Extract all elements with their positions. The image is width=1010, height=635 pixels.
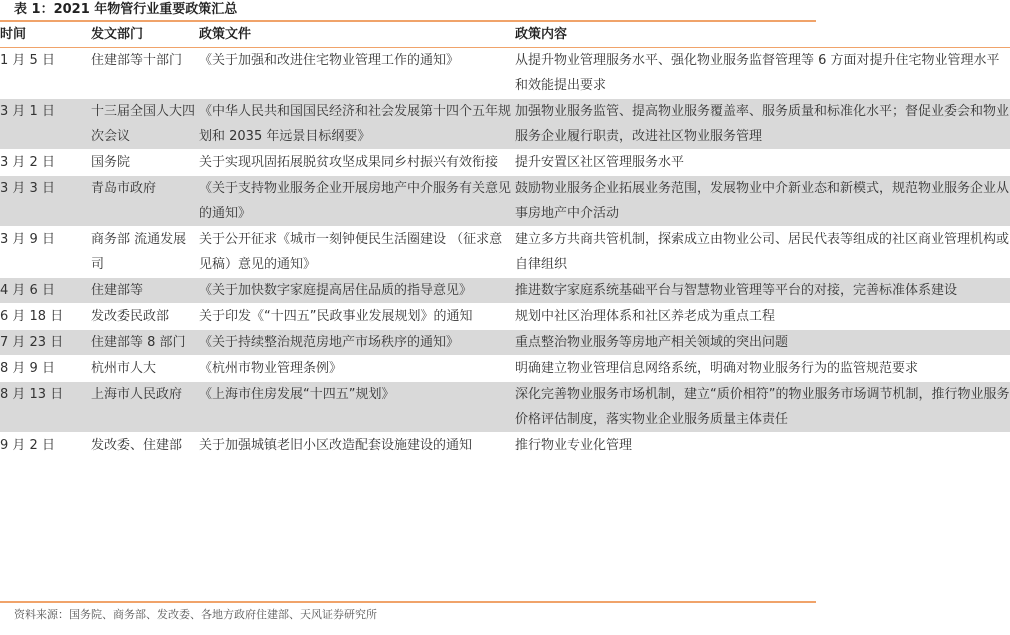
cell-dept: 上海市人民政府: [91, 382, 199, 433]
cell-date: 7 月 23 日: [0, 330, 91, 356]
table-row: [0, 356, 1010, 382]
cell-date: 3 月 2 日: [0, 150, 91, 176]
table-row: [0, 382, 1010, 433]
column-header-doc: 政策文件: [199, 22, 515, 48]
cell-doc: 《杭州市物业管理条例》: [199, 356, 515, 382]
cell-content: 明确建立物业管理信息网络系统，明确对物业服务行为的监管规范要求: [515, 356, 1010, 382]
table-row: [0, 48, 1010, 99]
cell-date: 6 月 18 日: [0, 304, 91, 330]
cell-dept: 十三届全国人大四次会议: [91, 99, 199, 150]
cell-date: 8 月 13 日: [0, 382, 91, 433]
cell-doc: 关于公开征求《城市一刻钟便民生活圈建设 （征求意见稿）意见的通知》: [199, 227, 515, 278]
cell-content: 从提升物业管理服务水平、强化物业服务监督管理等 6 方面对提升住宅物业管理水平和效能提出要求: [515, 48, 1010, 99]
table-row: [0, 304, 1010, 330]
cell-content: 推行物业专业化管理: [515, 433, 1010, 459]
cell-dept: 住建部等 8 部门: [91, 330, 199, 356]
table-body: [0, 48, 1010, 459]
cell-dept: 发改委、住建部: [91, 433, 199, 459]
cell-dept: 国务院: [91, 150, 199, 176]
cell-doc: 关于印发《“十四五”民政事业发展规划》的通知: [199, 304, 515, 330]
table-row: [0, 176, 1010, 227]
table-row: [0, 150, 1010, 176]
cell-doc: 《中华人民共和国国民经济和社会发展第十四个五年规划和 2035 年远景目标纲要》: [199, 99, 515, 150]
cell-content: 深化完善物业服务市场机制，建立“质价相符”的物业服务市场调节机制，推行物业服务价格评估制度，落实物业企业服务质量主体责任: [515, 382, 1010, 433]
table-bottom-divider: [0, 601, 816, 603]
column-header-dept: 发文部门: [91, 22, 199, 48]
cell-date: 3 月 3 日: [0, 176, 91, 227]
cell-content: 规划中社区治理体系和社区养老成为重点工程: [515, 304, 1010, 330]
cell-content: 建立多方共商共管机制，探索成立由物业公司、居民代表等组成的社区商业管理机构或自律组织: [515, 227, 1010, 278]
table-row: [0, 330, 1010, 356]
cell-dept: 发改委民政部: [91, 304, 199, 330]
cell-content: 提升安置区社区管理服务水平: [515, 150, 1010, 176]
cell-doc: 《关于加强和改进住宅物业管理工作的通知》: [199, 48, 515, 99]
cell-date: 4 月 6 日: [0, 278, 91, 304]
cell-doc: 《关于支持物业服务企业开展房地产中介服务有关意见的通知》: [199, 176, 515, 227]
cell-content: 推进数字家庭系统基础平台与智慧物业管理等平台的对接，完善标准体系建设: [515, 278, 1010, 304]
source-note: 资料来源：国务院、商务部、发改委、各地方政府住建部、天风证券研究所: [14, 608, 377, 621]
table-row: [0, 433, 1010, 459]
cell-dept: 住建部等十部门: [91, 48, 199, 99]
table-row: [0, 278, 1010, 304]
table-row: [0, 99, 1010, 150]
cell-date: 8 月 9 日: [0, 356, 91, 382]
cell-dept: 杭州市人大: [91, 356, 199, 382]
cell-date: 3 月 9 日: [0, 227, 91, 278]
table-header-row: [0, 22, 1010, 48]
table-row: [0, 227, 1010, 278]
cell-date: 9 月 2 日: [0, 433, 91, 459]
cell-content: 重点整治物业服务等房地产相关领域的突出问题: [515, 330, 1010, 356]
cell-content: 加强物业服务监管、提高物业服务覆盖率、服务质量和标准化水平；督促业委会和物业服务企业履行职责，改进社区物业服务管理: [515, 99, 1010, 150]
cell-date: 3 月 1 日: [0, 99, 91, 150]
column-header-date: 时间: [0, 22, 91, 48]
table-title: 表 1：2021 年物管行业重要政策汇总: [14, 2, 238, 17]
cell-dept: 商务部 流通发展司: [91, 227, 199, 278]
cell-doc: 关于实现巩固拓展脱贫攻坚成果同乡村振兴有效衔接: [199, 150, 515, 176]
policy-table: [0, 22, 1010, 459]
cell-doc: 关于加强城镇老旧小区改造配套设施建设的通知: [199, 433, 515, 459]
column-header-content: 政策内容: [515, 22, 1010, 48]
cell-content: 鼓励物业服务企业拓展业务范围，发展物业中介新业态和新模式，规范物业服务企业从事房地产中介活动: [515, 176, 1010, 227]
cell-doc: 《上海市住房发展“十四五”规划》: [199, 382, 515, 433]
cell-date: 1 月 5 日: [0, 48, 91, 99]
cell-doc: 《关于加快数字家庭提高居住品质的指导意见》: [199, 278, 515, 304]
cell-dept: 住建部等: [91, 278, 199, 304]
cell-doc: 《关于持续整治规范房地产市场秩序的通知》: [199, 330, 515, 356]
cell-dept: 青岛市政府: [91, 176, 199, 227]
